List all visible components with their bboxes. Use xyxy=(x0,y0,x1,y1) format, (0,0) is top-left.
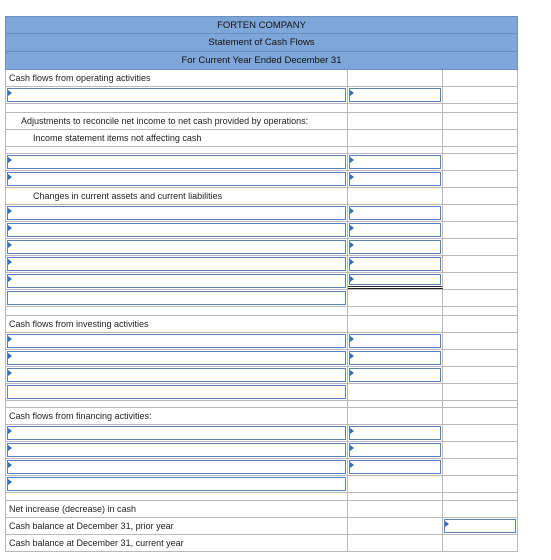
adjustments-label: Adjustments to reconcile net income to net cash provided by operations: xyxy=(21,116,309,126)
row-input-chg-5 xyxy=(5,273,518,290)
row-input-inc-1 xyxy=(5,154,518,171)
row-blank xyxy=(5,401,518,408)
statement-period: For Current Year Ended December 31 xyxy=(5,52,518,70)
op-total-label-input[interactable] xyxy=(7,291,346,305)
change-amount-input-2[interactable] xyxy=(349,223,441,237)
investing-label-input-2[interactable] xyxy=(7,351,346,365)
row-input-op-1 xyxy=(5,87,518,104)
row-blank xyxy=(5,104,518,113)
cash-current-label: Cash balance at December 31, current year xyxy=(9,538,184,548)
investing-amount-input-1[interactable] xyxy=(349,334,441,348)
row-input-inv-2 xyxy=(5,350,518,367)
row-input-fin-3 xyxy=(5,459,518,476)
income-item-amount-input-2[interactable] xyxy=(349,172,441,186)
change-amount-input-3[interactable] xyxy=(349,240,441,254)
row-cash-current xyxy=(5,535,518,552)
row-operating-heading xyxy=(5,70,518,87)
changes-label: Changes in current assets and current liabilities xyxy=(33,191,223,201)
change-label-input-3[interactable] xyxy=(7,240,346,254)
row-input-chg-2 xyxy=(5,222,518,239)
row-input-op-total xyxy=(5,290,518,307)
income-item-label-input-1[interactable] xyxy=(7,155,346,169)
financing-amount-input-1[interactable] xyxy=(349,426,441,440)
row-income-items xyxy=(5,130,518,147)
cash-prior-amount-input[interactable] xyxy=(444,519,516,533)
row-input-fin-total xyxy=(5,476,518,493)
financing-label-input-3[interactable] xyxy=(7,460,346,474)
row-blank xyxy=(5,307,518,316)
row-input-fin-1 xyxy=(5,425,518,442)
investing-label-input-1[interactable] xyxy=(7,334,346,348)
financing-heading: Cash flows from financing activities: xyxy=(9,411,152,421)
row-changes xyxy=(5,188,518,205)
row-input-chg-4 xyxy=(5,256,518,273)
change-label-input-4[interactable] xyxy=(7,257,346,271)
financing-amount-input-3[interactable] xyxy=(349,460,441,474)
row-adjustments xyxy=(5,113,518,130)
row-input-chg-3 xyxy=(5,239,518,256)
change-label-input-1[interactable] xyxy=(7,206,346,220)
row-financing-heading xyxy=(5,408,518,425)
cash-prior-label: Cash balance at December 31, prior year xyxy=(9,521,174,531)
row-investing-heading xyxy=(5,316,518,333)
income-item-amount-input-1[interactable] xyxy=(349,155,441,169)
investing-total-label-input[interactable] xyxy=(7,385,346,399)
row-net-change xyxy=(5,501,518,518)
change-label-input-5[interactable] xyxy=(7,274,346,288)
row-input-inv-1 xyxy=(5,333,518,350)
row-blank xyxy=(5,147,518,154)
investing-amount-input-2[interactable] xyxy=(349,351,441,365)
financing-total-label-input[interactable] xyxy=(7,477,346,491)
row-input-fin-2 xyxy=(5,442,518,459)
change-amount-input-4[interactable] xyxy=(349,257,441,271)
row-blank xyxy=(5,493,518,501)
financing-label-input-2[interactable] xyxy=(7,443,346,457)
financing-label-input-1[interactable] xyxy=(7,426,346,440)
statement-title: Statement of Cash Flows xyxy=(5,34,518,52)
op-amount-input-1[interactable] xyxy=(349,88,441,102)
op-label-input-1[interactable] xyxy=(7,88,346,102)
change-label-input-2[interactable] xyxy=(7,223,346,237)
change-amount-input-5[interactable] xyxy=(349,274,441,285)
operating-heading: Cash flows from operating activities xyxy=(9,73,151,83)
company-name: FORTEN COMPANY xyxy=(5,16,518,34)
investing-amount-input-3[interactable] xyxy=(349,368,441,382)
change-amount-input-1[interactable] xyxy=(349,206,441,220)
row-input-inv-3 xyxy=(5,367,518,384)
row-cash-prior xyxy=(5,518,518,535)
investing-label-input-3[interactable] xyxy=(7,368,346,382)
row-input-inv-total xyxy=(5,384,518,401)
financing-amount-input-2[interactable] xyxy=(349,443,441,457)
net-change-label: Net increase (decrease) in cash xyxy=(9,504,137,514)
income-item-label-input-2[interactable] xyxy=(7,172,346,186)
investing-heading: Cash flows from investing activities xyxy=(9,319,149,329)
row-input-inc-2 xyxy=(5,171,518,188)
row-input-chg-1 xyxy=(5,205,518,222)
income-items-label: Income statement items not affecting cash xyxy=(33,133,202,143)
